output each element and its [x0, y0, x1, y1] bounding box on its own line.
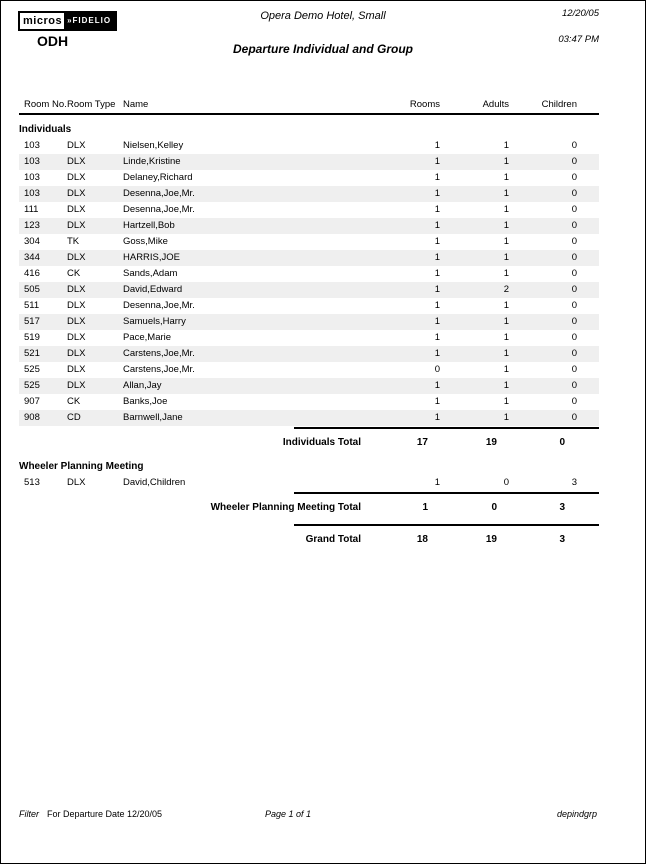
- cell-room-no: 525: [24, 364, 40, 375]
- cell-room-no: 103: [24, 156, 40, 167]
- cell-adults: 1: [503, 252, 509, 263]
- cell-room-type: DLX: [67, 348, 86, 359]
- cell-name: Samuels,Harry: [123, 316, 186, 327]
- filter-text: For Departure Date 12/20/05: [47, 809, 163, 819]
- property-code: ODH: [37, 33, 69, 49]
- cell-name: Pace,Marie: [123, 332, 172, 343]
- cell-name: Carstens,Joe,Mr.: [123, 364, 195, 375]
- cell-room-type: CD: [67, 412, 81, 423]
- cell-adults: 1: [503, 172, 509, 183]
- cell-adults: 1: [503, 188, 509, 199]
- total-adults: 19: [485, 437, 497, 448]
- cell-name: Sands,Adam: [123, 268, 178, 279]
- grand-total-row: [19, 532, 599, 548]
- cell-room-type: DLX: [67, 252, 86, 263]
- cell-rooms: 1: [434, 220, 440, 231]
- cell-children: 0: [571, 220, 577, 231]
- cell-room-no: 525: [24, 380, 40, 391]
- section-title: Wheeler Planning Meeting: [19, 461, 144, 472]
- cell-name: Nielsen,Kelley: [123, 140, 184, 151]
- cell-name: Desenna,Joe,Mr.: [123, 188, 195, 199]
- total-label: Individuals Total: [282, 437, 361, 448]
- cell-children: 0: [571, 332, 577, 343]
- cell-children: 3: [571, 477, 577, 488]
- table-row: [19, 266, 599, 282]
- cell-room-no: 517: [24, 316, 40, 327]
- report-footer: [1, 809, 645, 829]
- cell-room-no: 111: [24, 204, 39, 215]
- cell-rooms: 1: [434, 236, 440, 247]
- cell-room-type: DLX: [67, 364, 86, 375]
- table-row: [19, 282, 599, 298]
- cell-room-no: 511: [24, 300, 40, 311]
- cell-room-type: DLX: [67, 477, 86, 488]
- hotel-name: Opera Demo Hotel, Small: [260, 10, 386, 22]
- cell-rooms: 1: [434, 332, 440, 343]
- total-row: [19, 500, 599, 516]
- col-header-adults: Adults: [482, 99, 509, 110]
- table-row: [19, 314, 599, 330]
- cell-rooms: 1: [434, 412, 440, 423]
- cell-rooms: 1: [434, 156, 440, 167]
- cell-children: 0: [571, 204, 577, 215]
- cell-room-no: 304: [24, 236, 40, 247]
- cell-adults: 1: [503, 156, 509, 167]
- cell-name: Barnwell,Jane: [123, 412, 183, 423]
- total-adults: 0: [491, 502, 497, 513]
- col-header-rooms: Rooms: [409, 99, 440, 110]
- cell-room-type: DLX: [67, 156, 86, 167]
- total-label: Grand Total: [305, 534, 361, 545]
- cell-room-no: 908: [24, 412, 40, 423]
- report-date: 12/20/05: [562, 8, 599, 19]
- cell-room-type: DLX: [67, 220, 86, 231]
- cell-rooms: 1: [434, 396, 440, 407]
- cell-name: Carstens,Joe,Mr.: [123, 348, 195, 359]
- table-row: [19, 346, 599, 362]
- cell-children: 0: [571, 236, 577, 247]
- table-row: [19, 234, 599, 250]
- cell-rooms: 1: [434, 316, 440, 327]
- cell-adults: 1: [503, 364, 509, 375]
- cell-name: Linde,Kristine: [123, 156, 181, 167]
- cell-room-no: 344: [24, 252, 40, 263]
- cell-room-no: 103: [24, 140, 40, 151]
- cell-name: HARRIS,JOE: [123, 252, 181, 263]
- cell-children: 0: [571, 156, 577, 167]
- filter-label: Filter: [19, 809, 39, 819]
- cell-room-no: 513: [24, 477, 40, 488]
- cell-children: 0: [571, 284, 577, 295]
- cell-rooms: 1: [434, 284, 440, 295]
- total-row: [19, 435, 599, 451]
- cell-adults: 1: [503, 220, 509, 231]
- total-children: 3: [559, 534, 565, 545]
- total-rule: [294, 427, 599, 429]
- cell-rooms: 1: [434, 140, 440, 151]
- cell-children: 0: [571, 380, 577, 391]
- total-block: [19, 427, 599, 451]
- cell-room-no: 123: [24, 220, 40, 231]
- cell-children: 0: [571, 172, 577, 183]
- micros-logo-text: micros: [20, 13, 64, 29]
- report-title: Departure Individual and Group: [232, 42, 414, 56]
- departure-table: [19, 97, 599, 556]
- cell-room-type: DLX: [67, 284, 86, 295]
- cell-rooms: 1: [434, 300, 440, 311]
- fidelio-logo-text: »FIDELIO: [64, 13, 115, 29]
- cell-room-type: DLX: [67, 316, 86, 327]
- cell-adults: 1: [503, 268, 509, 279]
- cell-adults: 1: [503, 204, 509, 215]
- cell-room-type: CK: [67, 268, 81, 279]
- cell-children: 0: [571, 348, 577, 359]
- table-row: [19, 138, 599, 154]
- cell-rooms: 1: [434, 268, 440, 279]
- cell-name: David,Children: [123, 477, 186, 488]
- cell-room-type: DLX: [67, 300, 86, 311]
- total-children: 3: [559, 502, 565, 513]
- cell-rooms: 1: [434, 252, 440, 263]
- table-row: [19, 250, 599, 266]
- cell-adults: 0: [503, 477, 509, 488]
- cell-rooms: 0: [434, 364, 440, 375]
- section-title: Individuals: [19, 124, 72, 135]
- table-row: [19, 202, 599, 218]
- cell-name: Banks,Joe: [123, 396, 168, 407]
- cell-name: Allan,Jay: [123, 380, 162, 391]
- table-row: [19, 186, 599, 202]
- total-rooms: 17: [416, 437, 428, 448]
- cell-room-no: 519: [24, 332, 40, 343]
- report-code: depindgrp: [556, 809, 597, 819]
- cell-room-type: DLX: [67, 188, 86, 199]
- col-header-room-type: Room Type: [67, 99, 116, 110]
- table-row: [19, 298, 599, 314]
- col-header-room-no: Room No.: [24, 99, 67, 110]
- cell-adults: 1: [503, 236, 509, 247]
- table-row: [19, 394, 599, 410]
- total-block: [19, 524, 599, 548]
- table-row: [19, 218, 599, 234]
- cell-children: 0: [571, 396, 577, 407]
- col-header-name: Name: [123, 99, 149, 110]
- cell-children: 0: [571, 300, 577, 311]
- cell-room-no: 416: [24, 268, 40, 279]
- report-time: 03:47 PM: [558, 34, 599, 45]
- col-header-children: Children: [541, 99, 577, 110]
- cell-rooms: 1: [434, 188, 440, 199]
- cell-name: David,Edward: [123, 284, 183, 295]
- page-number: Page 1 of 1: [264, 809, 312, 819]
- table-body: [19, 122, 599, 548]
- cell-rooms: 1: [434, 380, 440, 391]
- table-row: [19, 410, 599, 426]
- cell-rooms: 1: [434, 348, 440, 359]
- cell-children: 0: [571, 140, 577, 151]
- cell-name: Hartzell,Bob: [123, 220, 175, 231]
- cell-room-no: 103: [24, 188, 40, 199]
- filter-info: [19, 809, 162, 819]
- cell-room-type: DLX: [67, 140, 86, 151]
- table-row: [19, 475, 599, 491]
- cell-name: Desenna,Joe,Mr.: [123, 204, 195, 215]
- cell-children: 0: [571, 364, 577, 375]
- cell-room-no: 907: [24, 396, 40, 407]
- table-row: [19, 330, 599, 346]
- cell-children: 0: [571, 268, 577, 279]
- cell-room-type: DLX: [67, 380, 86, 391]
- cell-room-no: 103: [24, 172, 40, 183]
- table-row: [19, 378, 599, 394]
- total-rooms: 18: [416, 534, 428, 545]
- cell-children: 0: [571, 188, 577, 199]
- total-rule: [294, 492, 599, 494]
- total-label: Wheeler Planning Meeting Total: [210, 502, 361, 513]
- total-rooms: 1: [422, 502, 428, 513]
- cell-name: Goss,Mike: [123, 236, 168, 247]
- cell-adults: 1: [503, 412, 509, 423]
- table-row: [19, 362, 599, 378]
- cell-adults: 2: [503, 284, 509, 295]
- cell-children: 0: [571, 252, 577, 263]
- cell-room-type: TK: [67, 236, 80, 247]
- cell-adults: 1: [503, 332, 509, 343]
- cell-adults: 1: [503, 380, 509, 391]
- cell-room-type: DLX: [67, 172, 86, 183]
- cell-rooms: 1: [434, 204, 440, 215]
- cell-room-type: DLX: [67, 332, 86, 343]
- total-rule: [294, 524, 599, 526]
- cell-room-no: 521: [24, 348, 40, 359]
- cell-rooms: 1: [434, 477, 440, 488]
- cell-room-type: DLX: [67, 204, 86, 215]
- table-row: [19, 154, 599, 170]
- cell-rooms: 1: [434, 172, 440, 183]
- cell-adults: 1: [503, 140, 509, 151]
- cell-room-no: 505: [24, 284, 40, 295]
- cell-name: Desenna,Joe,Mr.: [123, 300, 195, 311]
- cell-children: 0: [571, 316, 577, 327]
- cell-room-type: CK: [67, 396, 81, 407]
- cell-adults: 1: [503, 396, 509, 407]
- total-children: 0: [559, 437, 565, 448]
- table-row: [19, 170, 599, 186]
- cell-adults: 1: [503, 316, 509, 327]
- table-header-row: [19, 97, 599, 115]
- cell-children: 0: [571, 412, 577, 423]
- cell-adults: 1: [503, 348, 509, 359]
- cell-adults: 1: [503, 300, 509, 311]
- cell-name: Delaney,Richard: [123, 172, 193, 183]
- total-adults: 19: [485, 534, 497, 545]
- total-block: [19, 492, 599, 516]
